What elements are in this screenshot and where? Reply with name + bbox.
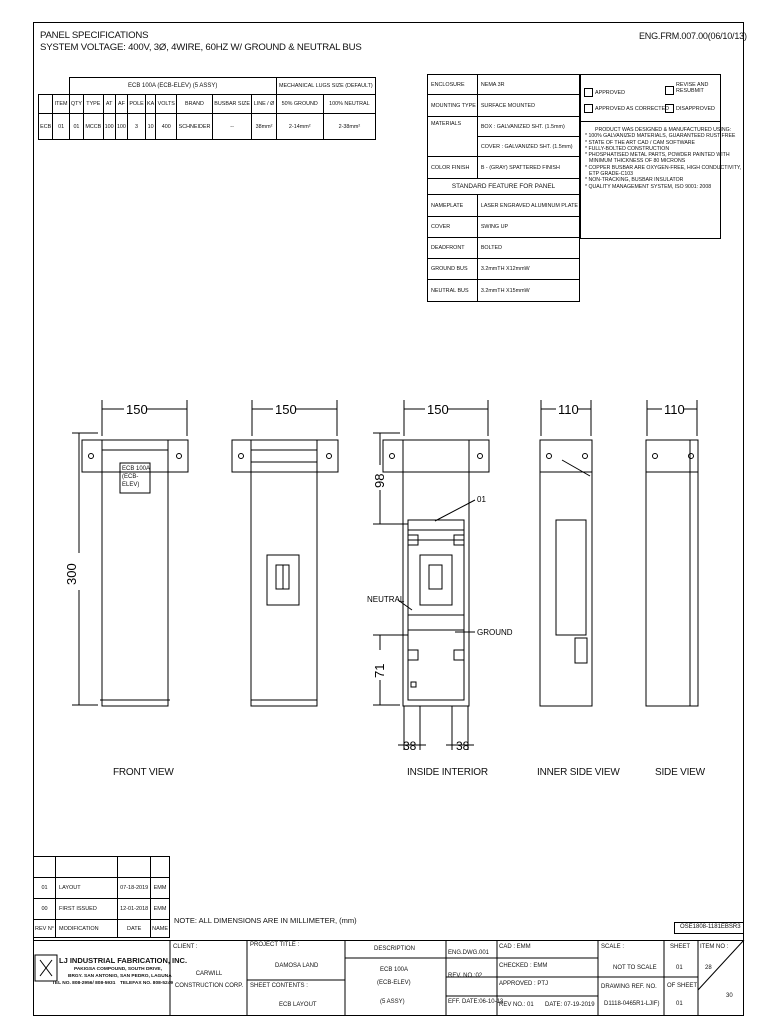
table-cell: 2-14mm² (276, 114, 323, 140)
col-header: POLE (128, 95, 146, 114)
side-view-label: SIDE VIEW (655, 767, 705, 778)
dim-110-side: 110 (664, 402, 685, 417)
spec-value: COVER : GALVANIZED SHT. (1.5mm) (477, 137, 579, 157)
dim-110-inner-side: 110 (558, 402, 579, 417)
company-name: LJ INDUSTRIAL FABRICATION, INC. (59, 956, 188, 965)
system-voltage: SYSTEM VOLTAGE: 400V, 3Ø, 4WIRE, 60HZ W/ GROUND & NEUTRAL BUS (40, 42, 362, 53)
col-header: LINE / Ø (252, 95, 276, 114)
col-header: BUSBAR SIZE (212, 95, 252, 114)
page-number: 30 (726, 993, 733, 999)
dim-98: 98 (372, 473, 387, 488)
note-line: PRODUCT WAS DESIGNED & MANUFACTURED USING: (595, 127, 732, 133)
description-line2: (ECB-ELEV) (377, 980, 411, 986)
scale-label: SCALE : (601, 944, 625, 950)
feature-value: LASER ENGRAVED ALUMINUM PLATE (477, 195, 579, 217)
dim-71: 71 (372, 663, 387, 678)
rev-no: 00 (34, 899, 56, 920)
project-label: PROJECT TITLE : (250, 942, 300, 948)
rev-header-date: DATE (118, 920, 151, 938)
table-cell: 01 (69, 114, 83, 140)
contents-label: SHEET CONTENTS : (250, 983, 308, 989)
note-line: MINIMUM THICKNESS OF 80 MICRONS (589, 158, 686, 165)
drawing-ref-value: D1118-0465R1-LJIF) (604, 1001, 660, 1007)
note-line: ETP GRADE-C103 (589, 171, 634, 178)
dim-150-cover: 150 (275, 402, 297, 417)
rev-header-no: REV N° (34, 920, 56, 938)
eng-dwg: ENG.DWG.001 (448, 950, 490, 956)
drawing-ref-label: DRAWING REF. NO. (601, 984, 657, 990)
ref-code: OSE1808-1181EBSR3 (680, 924, 741, 930)
note-line: * QUALITY MANAGEMENT SYSTEM, ISO 9001: 2008 (585, 183, 712, 190)
col-header: BRAND (177, 95, 213, 114)
callout-neutral: NEUTRAL (367, 595, 405, 604)
rev-no-2: REV NO.: 01 (499, 1002, 534, 1008)
spec-key: ENCLOSURE (428, 75, 478, 95)
note-line: * FULLY-BOLTED CONSTRUCTION (585, 145, 670, 152)
client-value: CARWILL CONSTRUCTION CORP. (174, 971, 244, 989)
revise-resubmit-label: REVISE AND RESUBMIT (676, 82, 709, 94)
panel-specs-title: PANEL SPECIFICATIONS (40, 30, 149, 41)
rev-modification: LAYOUT (56, 878, 118, 899)
col-header: QTY (69, 95, 83, 114)
table-cell: 3 (128, 114, 146, 140)
ecb-table-title: ECB 100A (ECB-ELEV) (5 ASSY) (69, 78, 276, 95)
spec-key: COLOR FINISH (428, 157, 478, 179)
rev-header-name: NAME (151, 920, 170, 938)
rev-date: 07-18-2019 (118, 878, 151, 899)
callout-ground: GROUND (477, 628, 513, 637)
table-cell: 100 (115, 114, 127, 140)
note-line: * NON-TRACKING, BUSBAR INSULATOR (585, 177, 684, 184)
eff-date: EFF. DATE:06-10-13 (448, 999, 504, 1005)
feature-key: NAMEPLATE (428, 195, 478, 217)
description-label: DESCRIPTION (374, 946, 416, 952)
feature-key: NEUTRAL BUS (428, 280, 478, 302)
table-cell: 100 (103, 114, 115, 140)
feature-key: COVER (428, 217, 478, 238)
dimension-note: NOTE: ALL DIMENSIONS ARE IN MILLIMETER, (mm) (174, 916, 357, 925)
of-sheet-value: 01 (676, 1001, 683, 1007)
note-line: * PHOSPHATISED METAL PARTS, POWDER PAINTED WITH (585, 152, 730, 159)
inside-interior-label: INSIDE INTERIOR (407, 767, 488, 778)
rev-name: EMM (151, 899, 170, 920)
feature-value: SWING UP (477, 217, 579, 238)
col-header: ITEM (53, 95, 69, 114)
company-address2: BRGY. SAN ANTONIO, SAN PEDRO, LAGUNA (68, 974, 172, 979)
spec-value: BOX : GALVANIZED SHT. (1.5mm) (477, 117, 579, 137)
col-header: AF (115, 95, 127, 114)
sheet-value: 01 (676, 965, 683, 971)
cad-by: CAD : EMM (499, 944, 531, 950)
rev-no-label: REV. NO.:02 (448, 973, 483, 979)
note-line: * 100% GALVANIZED MATERIALS, GUARANTEED RUST FREE (585, 133, 736, 140)
lugs-title: MECHANICAL LUGS SIZE (DEFAULT) (276, 78, 375, 95)
nameplate-label: ECB 100A (ECB-ELEV) (122, 466, 150, 488)
inner-side-view-label: INNER SIDE VIEW (537, 767, 620, 778)
rev-modification: FIRST ISSUED (56, 899, 118, 920)
note-line: * STATE OF THE ART CAD / CAM SOFTWARE (585, 139, 696, 146)
spec-key: MOUNTING TYPE (428, 95, 478, 117)
dim-38-right: 38 (456, 739, 470, 753)
front-view-label: FRONT VIEW (113, 767, 174, 778)
dim-38-left: 38 (403, 739, 417, 753)
table-cell: 38mm² (252, 114, 276, 140)
col-header: VOLTS (156, 95, 177, 114)
contents-value: ECB LAYOUT (279, 1002, 317, 1008)
rev-no: 01 (34, 878, 56, 899)
standard-feature-title: STANDARD FEATURE FOR PANEL (428, 179, 580, 195)
col-header: KA (145, 95, 155, 114)
feature-value: 3.2mmTH X12mmW (477, 259, 579, 280)
item-no-value: 28 (705, 965, 712, 971)
approved-by: APPROVED : PTJ (499, 981, 549, 987)
item-no-label: ITEM NO : (700, 944, 729, 950)
feature-key: DEADFRONT (428, 238, 478, 259)
sheet-label: SHEET (670, 944, 691, 950)
approved-label: APPROVED (595, 90, 625, 96)
approved-as-corrected-label: APPROVED AS CORRECTED (595, 106, 669, 112)
col-header: TYPE (84, 95, 103, 114)
of-sheet-label: OF SHEET (667, 983, 698, 989)
company-fax: TELEFAX NO. 808-5249 (120, 981, 174, 986)
company-tel: TEL NO. 808-2956/ 808-5931 (52, 981, 116, 986)
spec-value: B - (GRAY) SPATTERED FINISH (477, 157, 579, 179)
dim-150-interior: 150 (427, 402, 449, 417)
note-line: * COPPER BUSBAR ARE OXYGEN-FREE, HIGH CONDUCTIVITY, (585, 164, 742, 171)
form-number: ENG.FRM.007.00(06/10/13) (639, 31, 747, 41)
company-address1: PAKIGSA COMPOUND, SOUTH DRIVE, (74, 967, 162, 972)
feature-value: 3.2mmTH X15mmW (477, 280, 579, 302)
table-cell: 01 (53, 114, 69, 140)
spec-value: NEMA 3R (477, 75, 579, 95)
callout-item: 01 (477, 495, 486, 504)
feature-key: GROUND BUS (428, 259, 478, 280)
table-cell: SCHNEIDER (177, 114, 213, 140)
spec-key: MATERIALS (428, 117, 478, 157)
table-cell: MCCB (84, 114, 103, 140)
table-cell: 400 (156, 114, 177, 140)
spec-value: SURFACE MOUNTED (477, 95, 579, 117)
checked-by: CHECKED : EMM (499, 963, 548, 969)
project-value: DAMOSA LAND (275, 963, 319, 969)
table-cell: 2-38mm² (323, 114, 375, 140)
col-header: AT (103, 95, 115, 114)
rev-date: 12-01-2018 (118, 899, 151, 920)
col-header: 50% GROUND (276, 95, 323, 114)
rev-name: EMM (151, 878, 170, 899)
client-label: CLIENT : (173, 944, 198, 950)
scale-value: NOT TO SCALE (613, 965, 657, 971)
col-header: 100% NEUTRAL (323, 95, 375, 114)
dim-150-front: 150 (126, 402, 148, 417)
dim-300: 300 (64, 563, 79, 585)
description-line3: (5 ASSY) (380, 999, 405, 1005)
disapproved-label: DISAPPROVED (676, 106, 715, 112)
table-cell: 10 (145, 114, 155, 140)
feature-value: BOLTED (477, 238, 579, 259)
issue-date: DATE: 07-19-2019 (545, 1002, 595, 1008)
description-line1: ECB 100A (380, 967, 409, 973)
table-cell: ECB (39, 114, 53, 140)
table-cell: -- (212, 114, 252, 140)
rev-header-mod: MODIFICATION (56, 920, 118, 938)
